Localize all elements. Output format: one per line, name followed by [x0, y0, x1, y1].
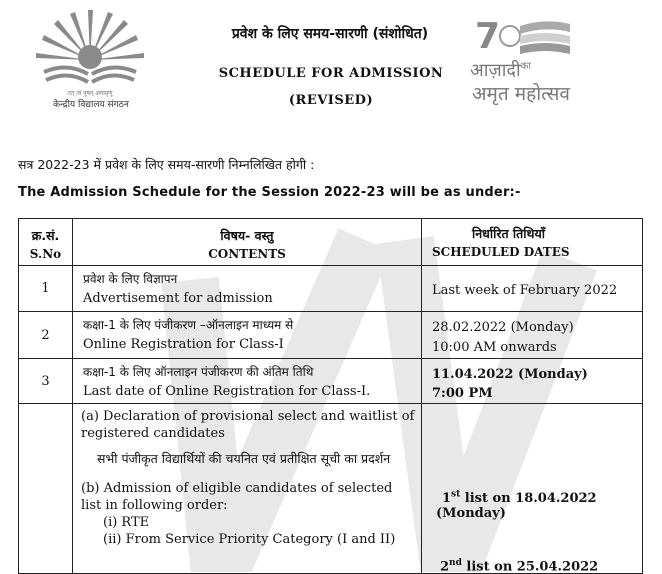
header-sno: क्र.सं. S.No: [19, 219, 73, 266]
amrit-mahotsav-text: अमृत महोत्सव: [472, 83, 570, 105]
table-row: [19, 404, 643, 574]
row-content: प्रवेश के लिए विज्ञापन Advertisement for admission: [73, 266, 422, 312]
table-header-row: [19, 219, 643, 266]
row-date: 11.04.2022 (Monday) 7:00 PM: [422, 359, 643, 404]
row-date: 28.02.2022 (Monday) 10:00 AM onwards: [422, 312, 643, 359]
row-date: Last week of February 2022: [422, 266, 643, 312]
row-content: कक्षा-1 के लिए पंजीकरण –ऑनलाइन माध्यम से Online Registration for Class-I: [73, 312, 422, 359]
page-title: SCHEDULE FOR ADMISSION: [218, 66, 444, 81]
intro-hindi: सत्र 2022-23 में प्रवेश के लिए समय-सारणी निम्नलिखित होगी :: [18, 157, 315, 172]
row-content: (a) Declaration of provisional select and waitlist of registered candidates सभी पंजीकृत विद्यार्थियों की चयनित एवं प्रतीक्षित सूची का प्रदर्शन (b) Admission of eligible candidates of selected list in following order: (i) RTE (ii) From Service Priority Category (I and II): [73, 404, 422, 574]
intro-english: The Admission Schedule for the Session 2022-23 will be as under:-: [18, 185, 521, 200]
row-sno: 3: [19, 359, 73, 404]
table-row: [19, 312, 643, 359]
page-subtitle: (REVISED): [288, 93, 374, 108]
svg-text:तत् त्वं पूषन् अपावृणु: तत् त्वं पूषन् अपावृणु: [67, 90, 113, 97]
svg-text:7: 7: [475, 16, 501, 57]
table-row: [19, 266, 643, 312]
kvs-caption: केन्द्रीय विद्यालय संगठन: [53, 100, 129, 110]
header-scheduled-dates: निर्धारित तिथियाँ SCHEDULED DATES: [422, 219, 643, 266]
row-content: कक्षा-1 के लिए ऑनलाइन पंजीकरण की अंतिम तिथि Last date of Online Registration for Class-I.: [73, 359, 422, 404]
header-contents: विषय- वस्तु CONTENTS: [73, 219, 422, 266]
row-date: [422, 404, 643, 574]
second-list-date: 2nd list on 25.04.2022: [440, 558, 599, 574]
row-sno: 2: [19, 312, 73, 359]
kvs-logo: [30, 2, 150, 110]
table-row: [19, 359, 643, 404]
azadi-text: आज़ादी$^{का}$: [470, 60, 531, 81]
first-list-date: 1st list on 18.04.2022 (Monday): [436, 490, 597, 522]
row-sno: 1: [19, 266, 73, 312]
page-title-hindi: प्रवेश के लिए समय-सारणी (संशोधित): [231, 26, 429, 42]
row-sno: [19, 404, 73, 574]
